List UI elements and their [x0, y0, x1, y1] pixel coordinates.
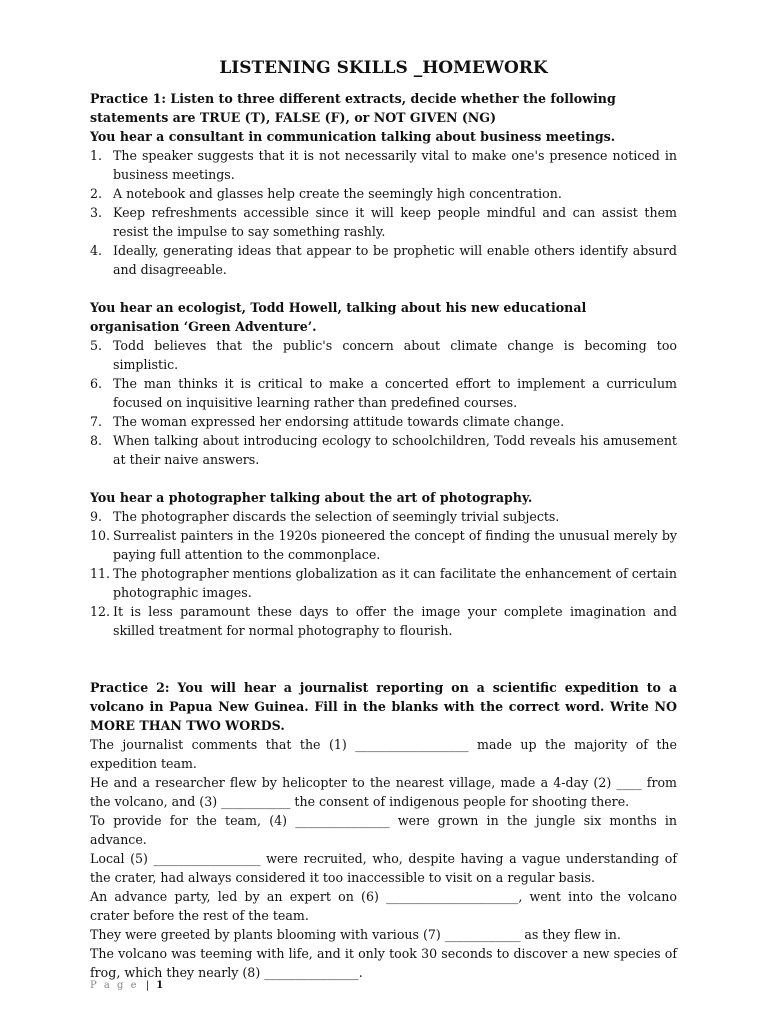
list-item: 3. Keep refreshments accessible since it will keep people mindful and can assist them resist the impulse to say something rashly.: [90, 205, 677, 239]
spacer: [90, 469, 677, 488]
list-item: 1. The speaker suggests that it is not necessarily vital to make one's presence noticed in business meetings.: [90, 148, 677, 182]
fill-blank-line: The journalist comments that the (1) __________________ made up the majority of the expedition team.: [90, 737, 677, 771]
section1-list: [90, 146, 677, 279]
section1-heading: You hear a consultant in communication talking about business meetings.: [90, 129, 616, 144]
list-item: 5. Todd believes that the public's concern about climate change is becoming too simplistic.: [90, 338, 677, 372]
practice2-heading: Practice 2: You will hear a journalist reporting on a scientific expedition to a volcano in Papua New Guinea. Fill in the blanks with the correct word. Write NO MORE THAN TWO WORDS.: [90, 680, 677, 733]
fill-blank-line: He and a researcher flew by helicopter to the nearest village, made a 4-day (2) ____ from the volcano, and (3) ___________ the consent of indigenous people for shooting there.: [90, 775, 677, 809]
section2-list: [90, 336, 677, 469]
document-body: [90, 56, 677, 982]
section3-heading: You hear a photographer talking about the art of photography.: [90, 490, 533, 505]
fill-blank-line: They were greeted by plants blooming with various (7) ____________ as they flew in.: [90, 927, 621, 942]
list-item: 11. The photographer mentions globalization as it can facilitate the enhancement of certain photographic images.: [90, 566, 677, 600]
list-item: 9. The photographer discards the selection of seemingly trivial subjects.: [90, 509, 560, 524]
list-item: 10. Surrealist painters in the 1920s pioneered the concept of finding the unusual merely by paying full attention to the commonplace.: [90, 528, 677, 562]
list-item: 4. Ideally, generating ideas that appear to be prophetic will enable others identify absurd and disagreeable.: [90, 243, 677, 277]
page-footer: [90, 980, 163, 991]
list-item: 8. When talking about introducing ecology to schoolchildren, Todd reveals his amusement at their naive answers.: [90, 433, 677, 467]
list-item: 12. It is less paramount these days to offer the image your complete imagination and skilled treatment for normal photography to flourish.: [90, 604, 677, 638]
section3-list: [90, 507, 677, 640]
fill-blank-line: Local (5) _________________ were recruited, who, despite having a vague understanding of the crater, had always considered it too inaccessible to visit on a regular basis.: [90, 851, 677, 885]
spacer: [90, 279, 677, 298]
list-item: 7. The woman expressed her endorsing attitude towards climate change.: [90, 414, 565, 429]
page-title: LISTENING SKILLS _HOMEWORK: [219, 58, 548, 78]
footer-page-number: 1: [156, 980, 164, 991]
footer-separator: |: [145, 980, 150, 991]
footer-page-label: P a g e: [90, 980, 139, 991]
fill-blank-line: An advance party, led by an expert on (6) _____________________, went into the volcano crater before the rest of the team.: [90, 889, 677, 923]
list-item: 2. A notebook and glasses help create the seemingly high concentration.: [90, 186, 562, 201]
practice1-heading: Practice 1: Listen to three different extracts, decide whether the following statements are TRUE (T), FALSE (F), or NOT GIVEN (NG): [90, 91, 616, 125]
spacer: [90, 640, 677, 678]
fill-blank-line: The volcano was teeming with life, and it only took 30 seconds to discover a new species of frog, which they nearly (8) _______________.: [90, 946, 677, 980]
fill-blank-line: To provide for the team, (4) _______________ were grown in the jungle six months in advance.: [90, 813, 677, 847]
section2-heading: You hear an ecologist, Todd Howell, talking about his new educational organisation ‘Green Adventure’.: [90, 300, 587, 334]
list-item: 6. The man thinks it is critical to make a concerted effort to implement a curriculum focused on inquisitive learning rather than predefined courses.: [90, 376, 677, 410]
